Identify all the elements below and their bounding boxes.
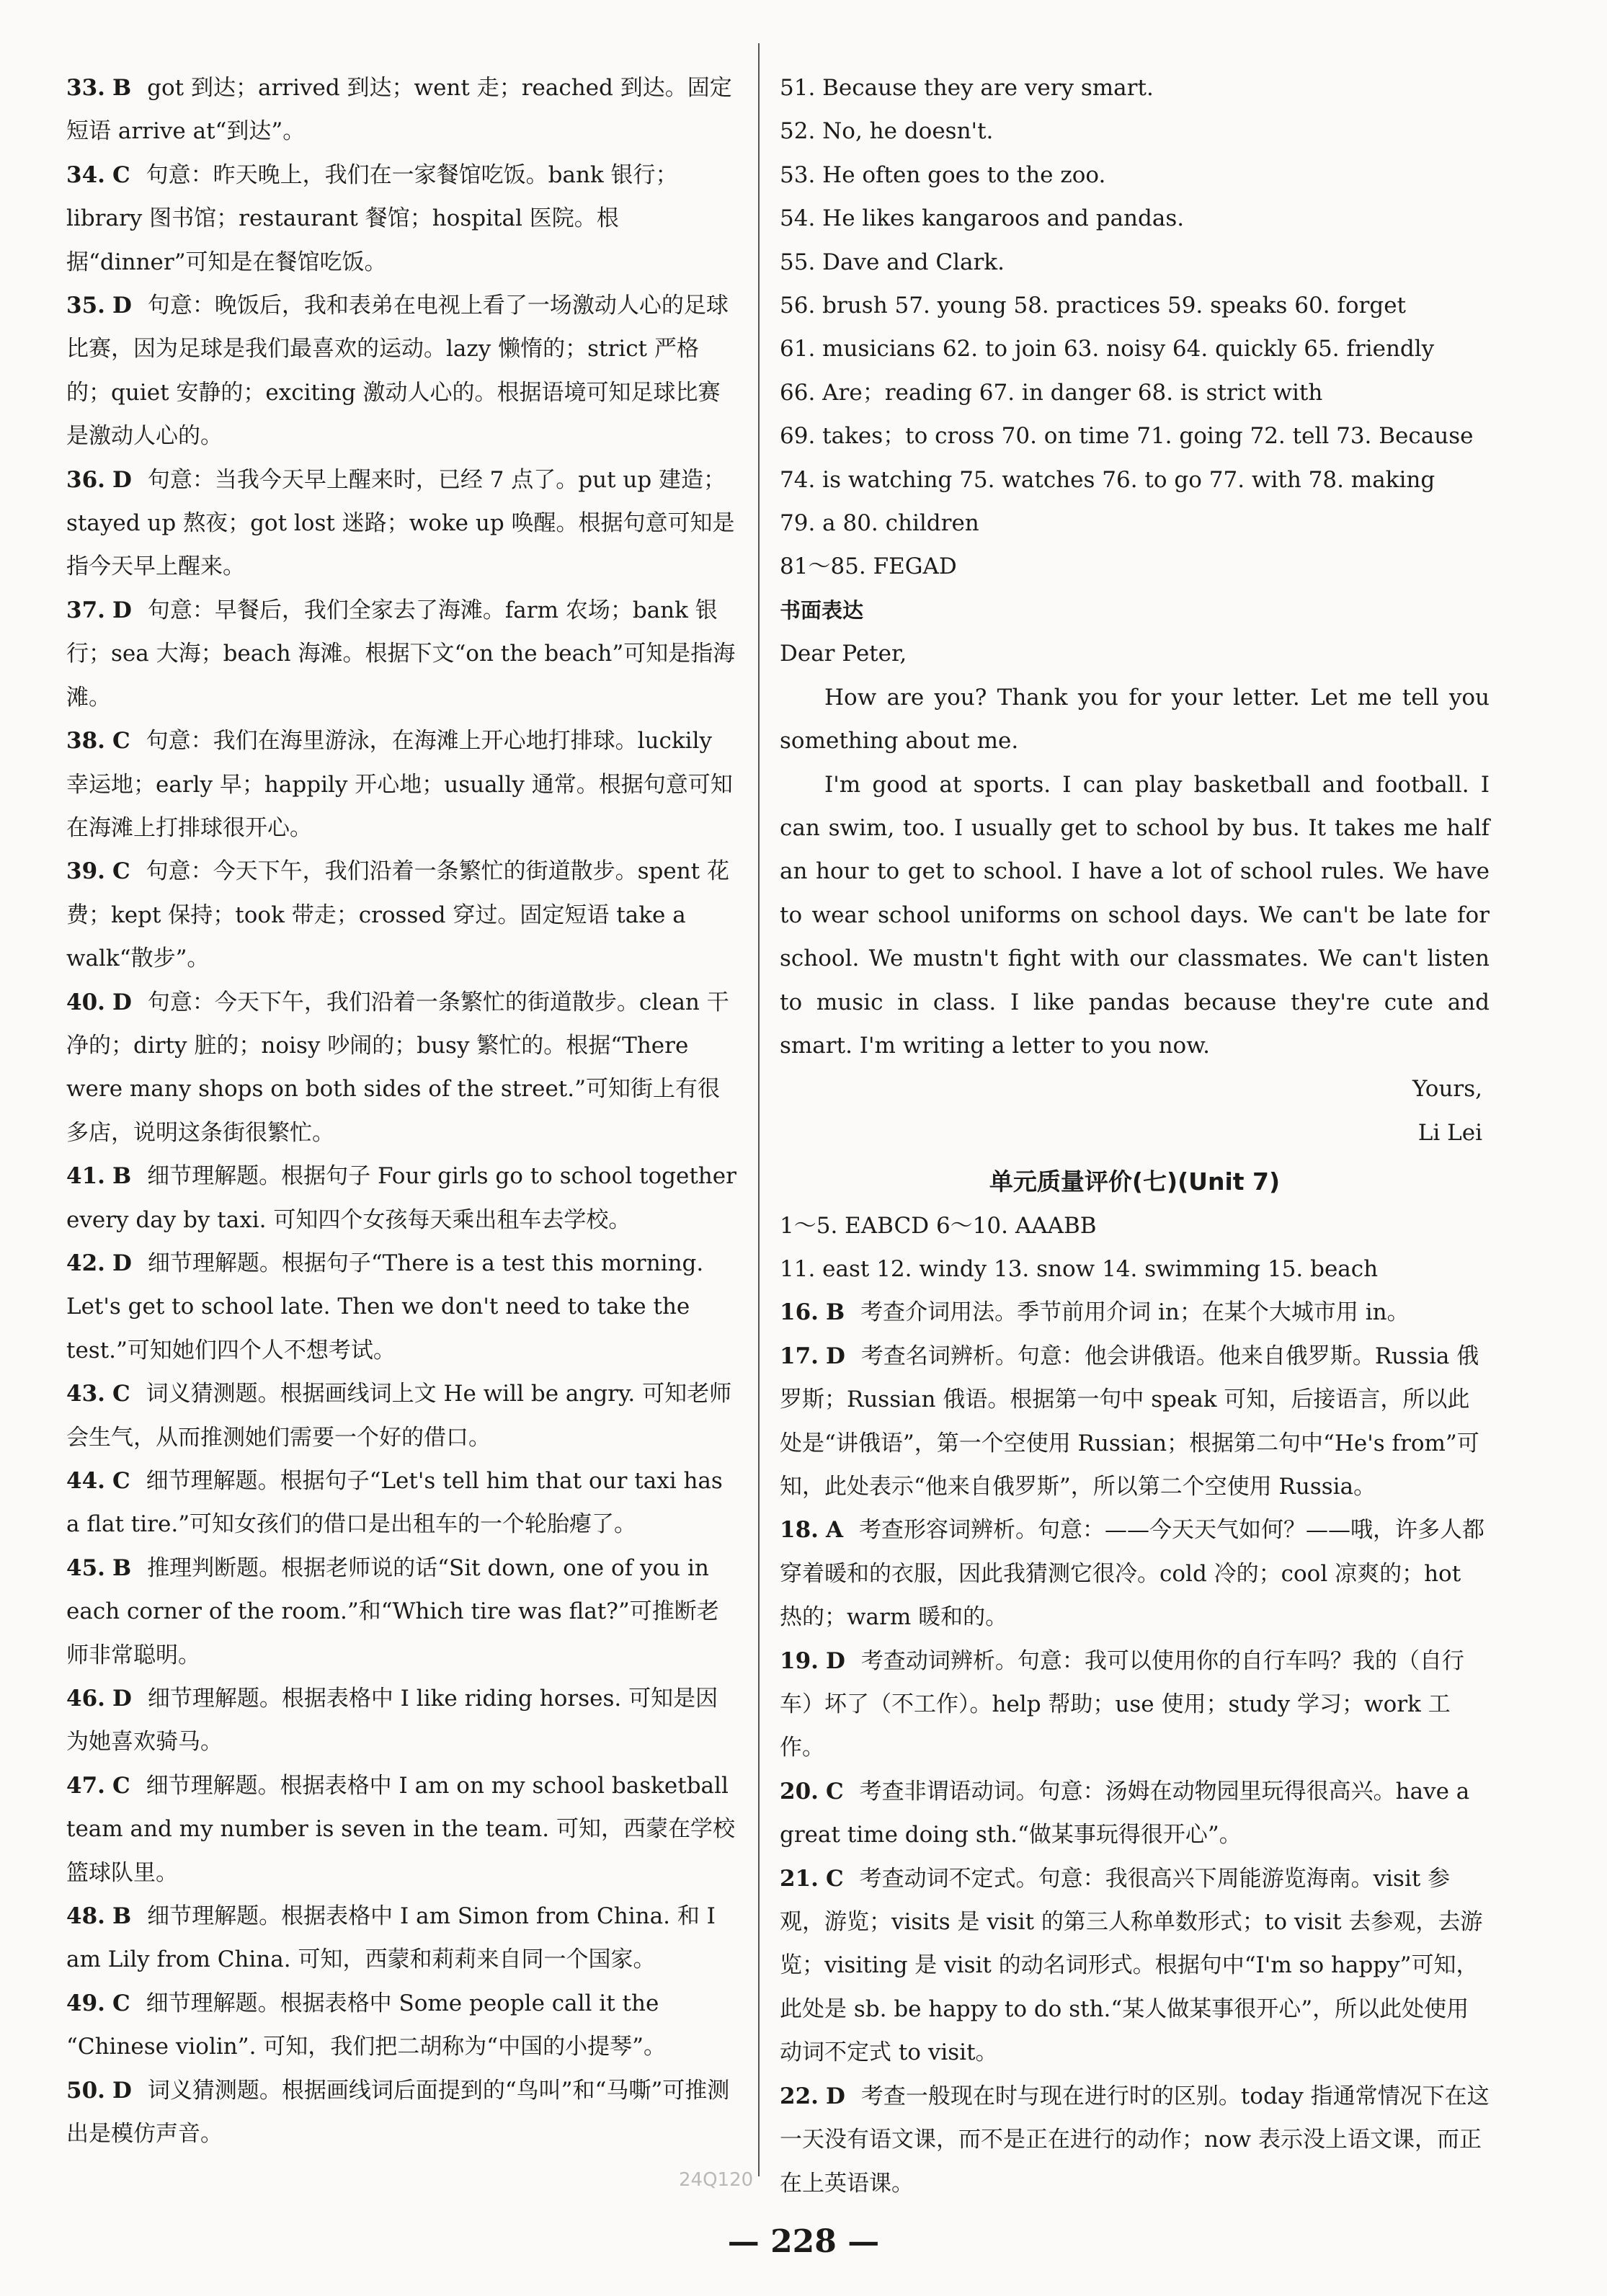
unit7-answers-1: 1～5. EABCD 6～10. AAABB bbox=[780, 1212, 1097, 1239]
answer-item bbox=[780, 1639, 1490, 1770]
item-number: 45. bbox=[66, 1554, 105, 1581]
item-answer: D bbox=[825, 1343, 845, 1369]
page-number: — 228 — bbox=[727, 2223, 880, 2260]
writing-heading: 书面表达 bbox=[780, 597, 864, 623]
answer-item bbox=[66, 589, 740, 719]
answer-item bbox=[66, 981, 740, 1155]
answer-item bbox=[66, 1459, 740, 1547]
item-explanation: 考查动词不定式。句意：我很高兴下周能游览海南。visit 参观，游览；visits 是 visit 的第三人称单数形式；to visit 去参观，去游览；visiting 是 visit 的动名词形式。根据句中“I'm so happy”可知，此处是 sb. be happy to do sth.“某人做某事很开心”，所以此处使用动词不定式 to visit。 bbox=[780, 1865, 1483, 2066]
item-number: 18. bbox=[780, 1517, 819, 1544]
answer-item bbox=[66, 458, 740, 589]
item-explanation: 词义猜测题。根据画线词后面提到的“鸟叫”和“马嘶”可推测出是模仿声音。 bbox=[66, 2077, 730, 2148]
item-number: 41. bbox=[66, 1163, 105, 1190]
item-explanation: 细节理解题。根据句子“Let's tell him that our taxi has a flat tire.”可知女孩们的借口是出租车的一个轮胎瘪了。 bbox=[66, 1468, 723, 1538]
answer-item bbox=[66, 284, 740, 458]
item-explanation: 考查动词辨析。句意：我可以使用你的自行车吗？我的（自行车）坏了（不工作）。help 帮助；use 使用；study 学习；work 工作。 bbox=[780, 1647, 1464, 1761]
item-number: 38. bbox=[66, 728, 105, 755]
item-explanation: 考查介词用法。季节前用介词 in；在某个大城市用 in。 bbox=[860, 1299, 1410, 1326]
answer-line: 55. Dave and Clark. bbox=[780, 249, 1005, 275]
item-explanation: 句意：今天下午，我们沿着一条繁忙的街道散步。spent 花费；kept 保持；took 带走；crossed 穿过。固定短语 take a walk“散步”。 bbox=[66, 858, 729, 972]
answer-line: 66. Are；reading 67. in danger 68. is strict with bbox=[780, 379, 1323, 406]
item-number: 22. bbox=[780, 2083, 819, 2109]
answer-item bbox=[780, 1857, 1490, 2075]
answer-lines bbox=[780, 66, 1490, 589]
answer-item bbox=[66, 1242, 740, 1372]
answer-item bbox=[780, 1770, 1490, 1857]
answer-item bbox=[780, 1335, 1490, 1509]
answer-item bbox=[780, 2075, 1490, 2205]
item-number: 16. bbox=[780, 1299, 819, 1326]
item-number: 19. bbox=[780, 1647, 819, 1674]
item-answer: D bbox=[112, 293, 132, 319]
unit7-title: 单元质量评价(七)(Unit 7) bbox=[989, 1167, 1281, 1196]
answer-line: 51. Because they are very smart. bbox=[780, 75, 1154, 101]
item-answer: C bbox=[112, 1468, 130, 1494]
answer-item bbox=[66, 1372, 740, 1459]
item-explanation: got 到达；arrived 到达；went 走；reached 到达。固定短语 arrive at“到达”。 bbox=[66, 75, 732, 145]
item-answer: B bbox=[825, 1299, 845, 1326]
left-column bbox=[66, 66, 740, 2156]
stamp-code: 24Q120 bbox=[679, 2169, 754, 2191]
item-number: 35. bbox=[66, 293, 105, 319]
item-number: 39. bbox=[66, 858, 105, 885]
item-number: 42. bbox=[66, 1250, 105, 1276]
item-answer: D bbox=[112, 597, 132, 623]
item-explanation: 句意：我们在海里游泳，在海滩上开心地打排球。luckily 幸运地；early 早；happily 开心地；usually 通常。根据句意可知在海滩上打排球很开心。 bbox=[66, 728, 733, 841]
item-answer: C bbox=[112, 1772, 130, 1799]
item-number: 33. bbox=[66, 75, 105, 101]
answer-line: 54. He likes kangaroos and pandas. bbox=[780, 205, 1185, 232]
item-explanation: 考查一般现在时与现在进行时的区别。today 指通常情况下在这一天没有语文课，而不是正在进行的动作；now 表示没上语文课，而正在上英语课。 bbox=[780, 2083, 1490, 2197]
item-answer: B bbox=[112, 1554, 132, 1581]
answer-item bbox=[780, 1508, 1490, 1639]
answer-item bbox=[66, 1154, 740, 1242]
item-answer: C bbox=[112, 858, 130, 885]
item-answer: C bbox=[112, 728, 130, 755]
letter-signature: Li Lei bbox=[1417, 1119, 1482, 1146]
column-divider bbox=[758, 43, 760, 2176]
item-number: 47. bbox=[66, 1772, 105, 1799]
item-answer: B bbox=[112, 75, 132, 101]
item-number: 21. bbox=[780, 1865, 819, 1892]
item-answer: C bbox=[825, 1865, 844, 1892]
item-explanation: 句意：早餐后，我们全家去了海滩。farm 农场；bank 银行；sea 大海；beach 海滩。根据下文“on the beach”可知是指海滩。 bbox=[66, 597, 736, 711]
item-number: 34. bbox=[66, 161, 105, 188]
item-number: 50. bbox=[66, 2077, 105, 2104]
answer-line: 52. No, he doesn't. bbox=[780, 118, 994, 145]
answer-line: 69. takes；to cross 70. on time 71. going 72. tell 73. Because bbox=[780, 423, 1474, 450]
answer-item bbox=[66, 1677, 740, 1764]
item-number: 48. bbox=[66, 1903, 105, 1930]
right-column bbox=[780, 66, 1490, 2205]
item-answer: A bbox=[825, 1517, 843, 1544]
item-explanation: 考查名词辨析。句意：他会讲俄语。他来自俄罗斯。Russia 俄罗斯；Russian 俄语。根据第一句中 speak 可知，后接语言，所以此处是“讲俄语”，第一个空使用 Russian；根据第二句中“He's from”可知，此处表示“他来自俄罗斯”，所以第二个空使用 Russia。 bbox=[780, 1343, 1479, 1500]
item-number: 43. bbox=[66, 1381, 105, 1407]
item-number: 37. bbox=[66, 597, 105, 623]
answer-line: 81～85. FEGAD bbox=[780, 553, 957, 580]
item-answer: D bbox=[112, 466, 132, 493]
answer-item bbox=[66, 153, 740, 284]
answer-item bbox=[66, 66, 740, 153]
item-number: 40. bbox=[66, 989, 105, 1015]
item-explanation: 细节理解题。根据表格中 I am on my school basketball team and my number is seven in the team. 可知，西蒙在学校篮球队里。 bbox=[66, 1772, 735, 1886]
item-answer: D bbox=[112, 989, 132, 1015]
item-number: 36. bbox=[66, 466, 105, 493]
item-number: 49. bbox=[66, 1990, 105, 2016]
answer-item bbox=[66, 2069, 740, 2156]
item-answer: D bbox=[825, 1647, 845, 1674]
answer-item bbox=[780, 1291, 1490, 1334]
item-number: 20. bbox=[780, 1778, 819, 1805]
item-number: 17. bbox=[780, 1343, 819, 1369]
answer-line: 53. He often goes to the zoo. bbox=[780, 161, 1106, 188]
item-explanation: 细节理解题。根据表格中 Some people call it the “Chinese violin”. 可知，我们把二胡称为“中国的小提琴”。 bbox=[66, 1990, 667, 2060]
item-answer: B bbox=[112, 1903, 132, 1930]
letter-paragraph: How are you? Thank you for your letter. Let me tell you something about me. bbox=[780, 684, 1490, 755]
item-explanation: 细节理解题。根据表格中 I am Simon from China. 和 I am Lily from China. 可知，西蒙和莉莉来自同一个国家。 bbox=[66, 1903, 716, 1973]
item-number: 44. bbox=[66, 1468, 105, 1494]
answer-line: 74. is watching 75. watches 76. to go 77. with 78. making bbox=[780, 466, 1435, 493]
item-explanation: 句意：昨天晚上，我们在一家餐馆吃饭。bank 银行；library 图书馆；restaurant 餐馆；hospital 医院。根据“dinner”可知是在餐馆吃饭。 bbox=[66, 161, 678, 275]
unit7-answers-2: 11. east 12. windy 13. snow 14. swimming 15. beach bbox=[780, 1255, 1379, 1282]
answer-item bbox=[66, 1982, 740, 2069]
answer-item bbox=[66, 1547, 740, 1677]
item-explanation: 细节理解题。根据句子 Four girls go to school together every day by taxi. 可知四个女孩每天乘出租车去学校。 bbox=[66, 1163, 736, 1233]
item-explanation: 句意：今天下午，我们沿着一条繁忙的街道散步。clean 干净的；dirty 脏的；noisy 吵闹的；busy 繁忙的。根据“There were many shops on both sides of the street.”可知街上有很多店，说明这条街很繁忙。 bbox=[66, 989, 729, 1146]
item-number: 46. bbox=[66, 1686, 105, 1712]
item-answer: C bbox=[112, 1990, 130, 2016]
answer-item bbox=[66, 1764, 740, 1895]
letter-greeting: Dear Peter, bbox=[780, 641, 907, 667]
answer-line: 61. musicians 62. to join 63. noisy 64. quickly 65. friendly bbox=[780, 336, 1435, 362]
letter-paragraph: I'm good at sports. I can play basketball and football. I can swim, too. I usually get to school by bus. It takes me half an hour to get to school. I have a lot of school rules. We have to wear school uniforms on school days. We can't be late for school. We mustn't fight with our classmates. We can't listen to music in class. I like pandas because they're cute and smart. I'm writing a letter to you now. bbox=[780, 771, 1490, 1059]
item-explanation: 细节理解题。根据表格中 I like riding horses. 可知是因为她喜欢骑马。 bbox=[66, 1686, 718, 1756]
answer-item bbox=[66, 719, 740, 850]
answer-line: 56. brush 57. young 58. practices 59. speaks 60. forget bbox=[780, 293, 1407, 319]
item-answer: C bbox=[112, 161, 130, 188]
item-explanation: 推理判断题。根据老师说的话“Sit down, one of you in each corner of the room.”和“Which tire was flat?”可推断老师非常聪明。 bbox=[66, 1554, 719, 1668]
item-answer: C bbox=[112, 1381, 130, 1407]
item-explanation: 细节理解题。根据句子“There is a test this morning. Let's get to school late. Then we don't need to take the test.”可知她们四个人不想考试。 bbox=[66, 1250, 704, 1363]
item-explanation: 词义猜测题。根据画线词上文 He will be angry. 可知老师会生气，从而推测她们需要一个好的借口。 bbox=[66, 1381, 732, 1451]
item-explanation: 句意：晚饭后，我和表弟在电视上看了一场激动人心的足球比赛，因为足球是我们最喜欢的运动。lazy 懒惰的；strict 严格的；quiet 安静的；exciting 激动人心的。根据语境可知足球比赛是激动人心的。 bbox=[66, 293, 729, 450]
item-explanation: 考查非谓语动词。句意：汤姆在动物园里玩得很高兴。have a great time doing sth.“做某事玩得很开心”。 bbox=[780, 1778, 1470, 1848]
item-answer: B bbox=[112, 1163, 132, 1190]
item-answer: D bbox=[112, 2077, 132, 2104]
letter-closing: Yours, bbox=[1412, 1076, 1482, 1103]
unit7-items bbox=[780, 1291, 1490, 2205]
item-answer: C bbox=[825, 1778, 844, 1805]
item-answer: D bbox=[112, 1250, 132, 1276]
answer-line: 79. a 80. children bbox=[780, 510, 979, 537]
letter-body bbox=[780, 676, 1490, 1068]
item-answer: D bbox=[825, 2083, 845, 2109]
answer-item bbox=[66, 850, 740, 980]
item-explanation: 句意：当我今天早上醒来时，已经 7 点了。put up 建造；stayed up 熬夜；got lost 迷路；woke up 唤醒。根据句意可知是指今天早上醒来。 bbox=[66, 466, 735, 580]
item-explanation: 考查形容词辨析。句意：——今天天气如何？——哦，许多人都穿着暖和的衣服，因此我猜测它很冷。cold 冷的；cool 凉爽的；hot 热的；warm 暖和的。 bbox=[780, 1517, 1484, 1631]
item-answer: D bbox=[112, 1686, 132, 1712]
answer-item bbox=[66, 1895, 740, 1982]
